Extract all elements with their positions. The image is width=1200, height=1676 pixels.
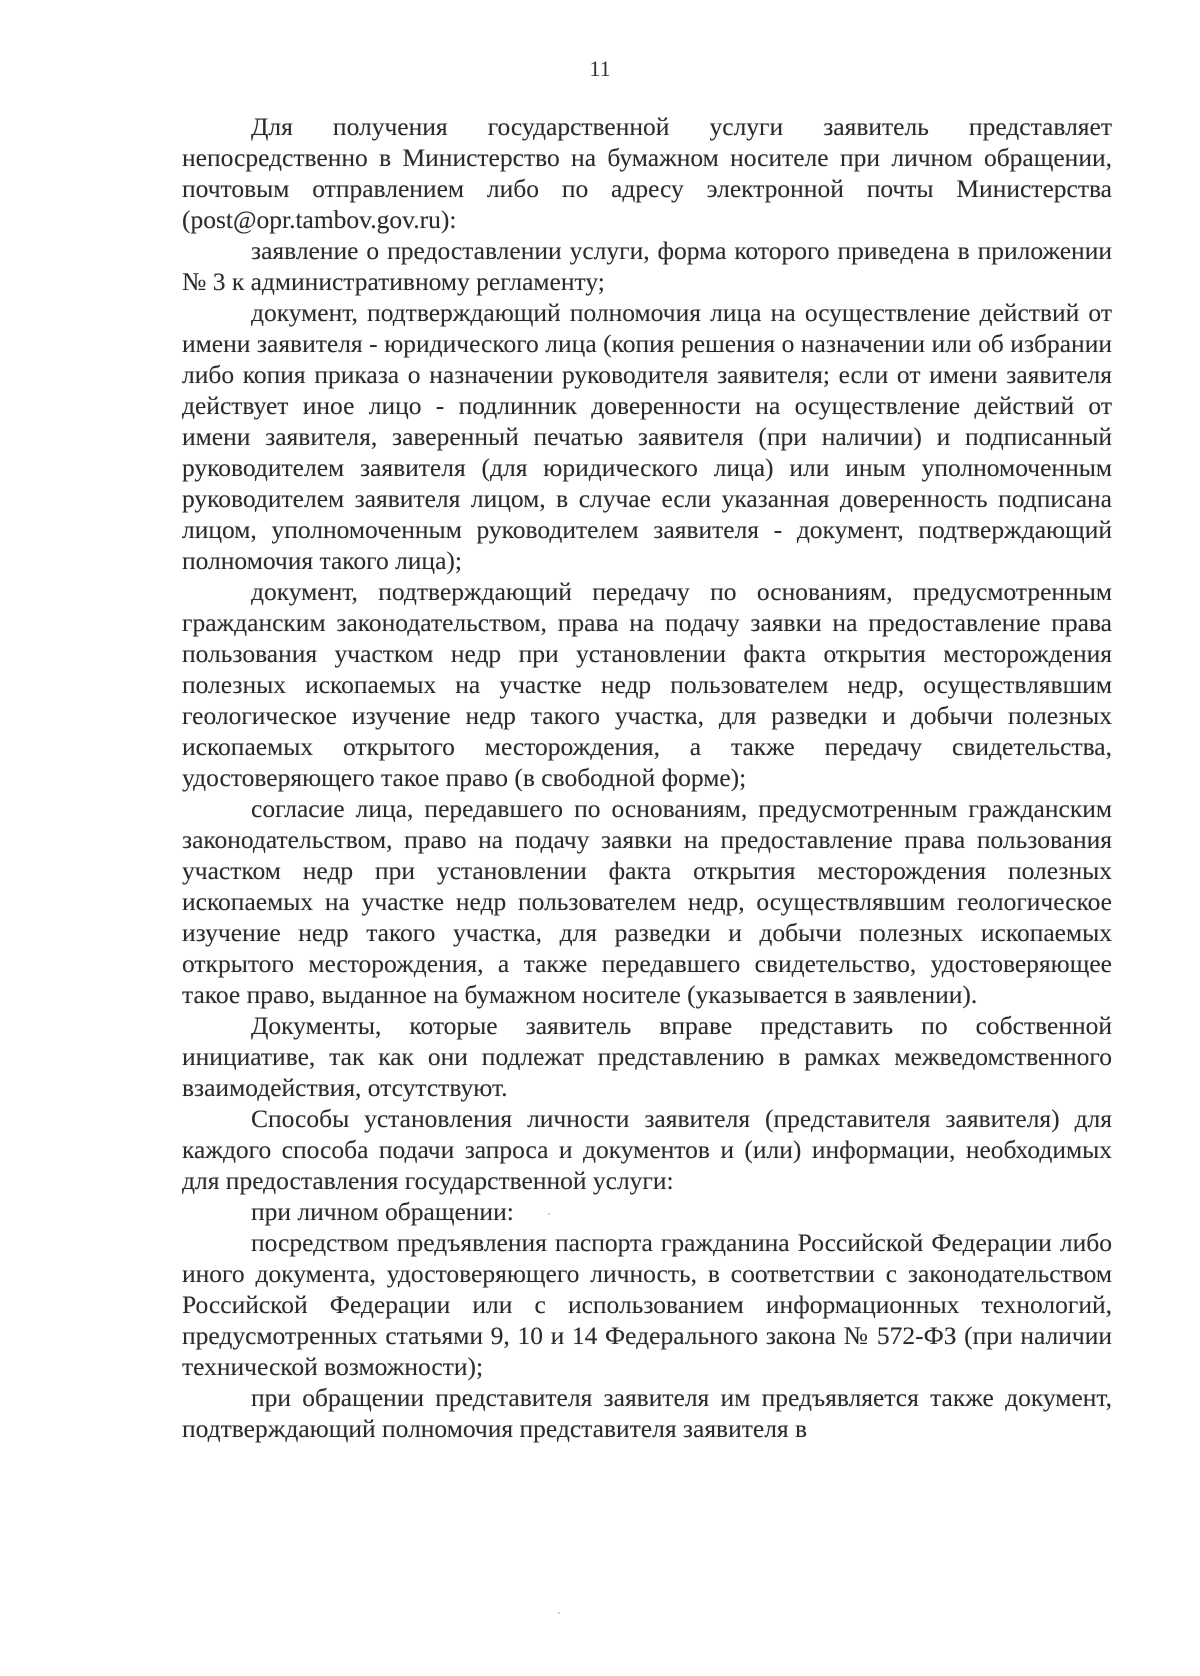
paragraph-transfer-document: документ, подтверждающий передачу по основаниям, предусмотренным гражданским законодательством, права на подачу заявки на предоставление права пользования участком недр при установлении факта открытия месторождения полезных ископаемых на участке недр пользователем недр, осуществлявшим геологическое изучение недр такого участка, для разведки и добычи полезных ископаемых открытого месторождения, а также передачу свидетельства, удостоверяющего такое право (в свободной форме);: [182, 577, 1112, 792]
paragraph-application: заявление о предоставлении услуги, форма которого приведена в приложении № 3 к административному регламенту;: [182, 236, 1112, 296]
paragraph-authority-document: документ, подтверждающий полномочия лица на осуществление действий от имени заявителя - юридического лица (копия решения о назначении или об избрании либо копия приказа о назначении руководителя заявителя; если от имени заявителя действует иное лицо - подлинник доверенности на осуществление действий от имени заявителя, заверенный печатью заявителя (при наличии) и подписанный руководителем заявителя (для юридического лица) или иным уполномоченным руководителем заявителя лицом, в случае если указанная доверенность подписана лицом, уполномоченным руководителем заявителя - документ, подтверждающий полномочия такого лица);: [182, 298, 1112, 575]
paragraph-identification-methods: Способы установления личности заявителя (представителя заявителя) для каждого способа подачи запроса и документов и (или) информации, необходимых для предоставления государственной услуги:: [182, 1104, 1112, 1195]
page-number: 11: [589, 56, 611, 81]
paragraph-personal-visit: при личном обращении:: [251, 1197, 514, 1226]
paragraph-passport: посредством предъявления паспорта гражданина Российской Федерации либо иного документа, удостоверяющего личность, в соответствии с законодательством Российской Федерации или с использованием информационных технологий, предусмотренных статьями 9, 10 и 14 Федерального закона № 572-ФЗ (при наличии технической возможности);: [182, 1228, 1112, 1381]
document-body: [182, 111, 1112, 1444]
paragraph-representative: при обращении представителя заявителя им предъявляется также документ, подтверждающий полномочия представителя заявителя в: [182, 1383, 1112, 1443]
paragraph-consent: согласие лица, передавшего по основаниям, предусмотренным гражданским законодательством, право на подачу заявки на предоставление права пользования участком недр при установлении факта открытия месторождения полезных ископаемых на участке недр пользователем недр, осуществлявшим геологическое изучение недр такого участка, для разведки и добычи полезных ископаемых открытого месторождения, а также передавшего свидетельство, удостоверяющее такое право, выданное на бумажном носителе (указывается в заявлении).: [182, 794, 1112, 1009]
paragraph-optional-documents: Документы, которые заявитель вправе представить по собственной инициативе, так как они подлежат представлению в рамках межведомственного взаимодействия, отсутствуют.: [182, 1011, 1112, 1102]
scan-speck: [558, 1612, 560, 1614]
paragraph-submission-methods: Для получения государственной услуги заявитель представляет непосредственно в Министерство на бумажном носителе при личном обращении, почтовым отправлением либо по адресу электронной почты Министерства (post@opr.tambov.gov.ru):: [182, 112, 1112, 234]
scan-speck: [548, 1213, 550, 1215]
